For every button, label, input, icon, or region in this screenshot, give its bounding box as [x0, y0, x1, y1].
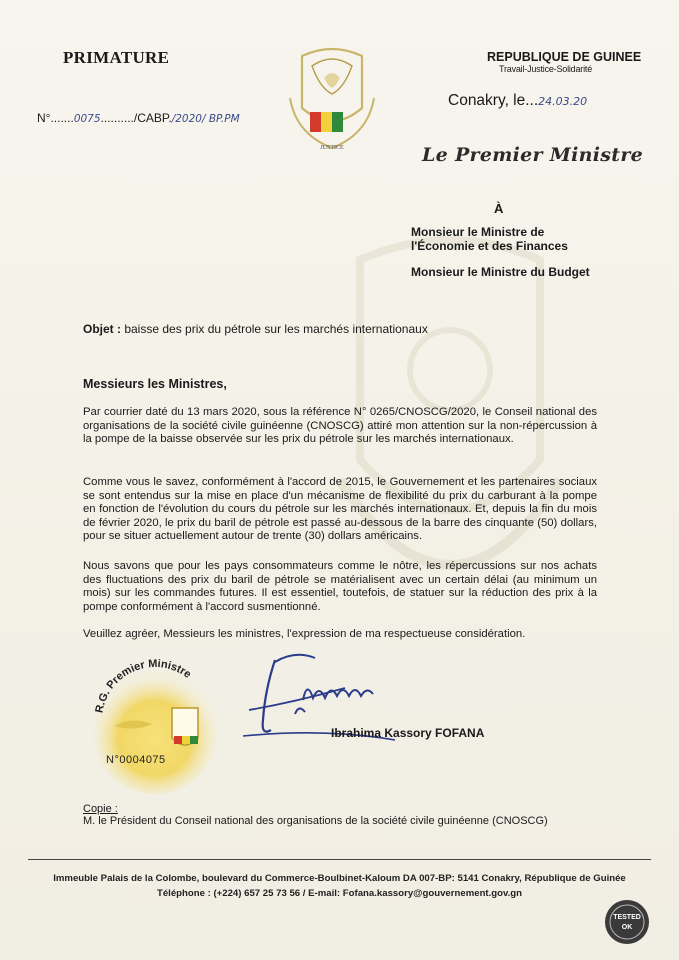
national-motto: Travail-Justice-Solidarité [499, 64, 592, 74]
footer-divider [28, 859, 651, 860]
subject-line [83, 322, 428, 336]
badge-line-1: TESTED [613, 914, 641, 921]
handwritten-date: 24.03.20 [538, 95, 588, 108]
recipient-line-2: l'Économie et des Finances [411, 239, 568, 253]
paragraph-2: Comme vous le savez, conformément à l'accord de 2015, le Gouvernement et les partenaires sociaux se sont entendus sur la mise en place d'un mécanisme de flexibilité du prix du carburant à la pompe en fonction de l'évolution du cours du pétrole sur les marchés internationaux. Et, depuis la fin du mois de février 2020, le prix du baril de pétrole est passé au-dessous de la barre des cinquante (50) dollars, pour se situer actuellement autour de trente (30) dollars américains. [83, 476, 597, 542]
recipient-line-3: Monsieur le Ministre du Budget [411, 265, 590, 279]
stamp-arc-text: R.G. Premier Ministre [93, 657, 194, 714]
subject-label: Objet : [83, 322, 121, 336]
copy-heading: Copie : [83, 803, 118, 815]
reference-number [37, 111, 240, 125]
recipient-line-1: Monsieur le Ministre de [411, 225, 545, 239]
coat-of-arms-emblem [282, 38, 382, 158]
ref-prefix: N°....... [37, 111, 74, 125]
closing-formula: Veuillez agréer, Messieurs les ministres, l'expression de ma respectueuse considération. [83, 628, 526, 640]
paragraph-3: Nous savons que pour les pays consommateurs comme le nôtre, les répercussions sur nos achats des fluctuations des prix du baril de pétrole se matérialisent avec un certain délai (au minimum un mois) sur les commandes futures. Il est essentiel, toutefois, de statuer sur la réduction des prix à la pompe conformément à l'accord susmentionné. [83, 560, 597, 613]
copy-recipient: M. le Président du Conseil national des organisations de la société civile guinéenne (CNOSCG) [83, 815, 548, 827]
sender-title: Le Premier Ministre [422, 144, 644, 166]
ref-handwritten-number: 0075 [73, 113, 101, 125]
footer-address: Immeuble Palais de la Colombe, boulevard du Commerce-Boulbinet-Kaloum DA 007-BP: 5141 Conakry, République de Guinée [53, 873, 626, 884]
ref-handwritten-suffix: /2020/ BP.PM [171, 113, 240, 125]
stamp-number: N°0004075 [106, 754, 166, 766]
country-heading: REPUBLIQUE DE GUINEE [487, 50, 642, 64]
official-stamp [80, 650, 230, 800]
subject-text: baisse des prix du pétrole sur les marchés internationaux [121, 322, 428, 336]
office-heading: PRIMATURE [63, 48, 170, 67]
salutation: Messieurs les Ministres, [83, 377, 227, 391]
badge-line-2: OK [621, 924, 633, 931]
signatory-name: Ibrahima Kassory FOFANA [331, 726, 485, 740]
coat-motto: JUSTICE [320, 145, 344, 151]
footer-contact: Téléphone : (+224) 657 25 73 56 / E-mail: Fofana.kassory@gouvernement.gov.gn [156, 888, 523, 899]
recipient-a: À [494, 201, 504, 216]
ref-middle: ........../CABP. [100, 111, 172, 125]
paragraph-1: Par courrier daté du 13 mars 2020, sous la référence N° 0265/CNOSCG/2020, le Conseil national des organisations de la société civile guinéenne (CNOSCG) attiré mon attention sur la non-répercussion à la pompe de la baisse observée sur les prix du pétrole sur les marchés internationaux. [83, 406, 597, 445]
place-prefix: Conakry, le... [448, 92, 539, 109]
tested-ok-badge [597, 897, 657, 947]
place-and-date [448, 92, 587, 110]
